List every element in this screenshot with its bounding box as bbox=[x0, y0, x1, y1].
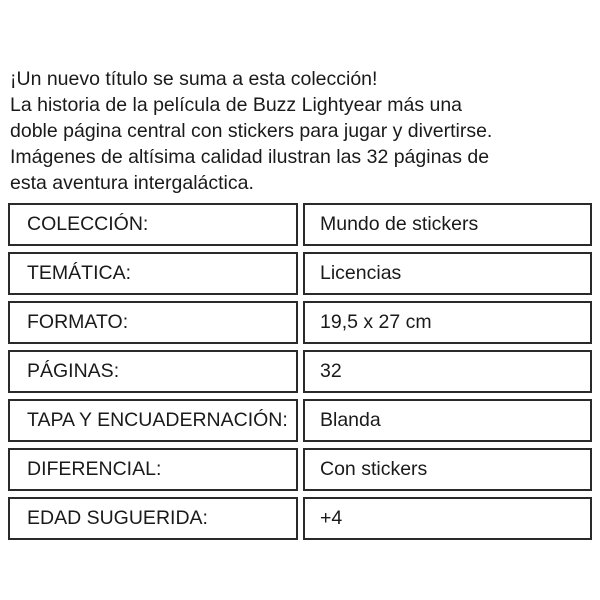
spec-value: Mundo de stickers bbox=[303, 203, 592, 246]
description-line: doble página central con stickers para jugar y divertirse. bbox=[10, 120, 493, 142]
description-line: esta aventura intergaláctica. bbox=[10, 172, 254, 194]
spec-table bbox=[8, 203, 592, 546]
spec-value: Licencias bbox=[303, 252, 592, 295]
product-description bbox=[10, 66, 595, 196]
spec-label: FORMATO: bbox=[8, 301, 298, 344]
description-line: La historia de la película de Buzz Lightyear más una bbox=[10, 94, 463, 116]
spec-row-coleccion bbox=[8, 203, 592, 246]
spec-row-diferencial bbox=[8, 448, 592, 491]
spec-value: Blanda bbox=[303, 399, 592, 442]
spec-value: 19,5 x 27 cm bbox=[303, 301, 592, 344]
spec-label: TEMÁTICA: bbox=[8, 252, 298, 295]
description-line: ¡Un nuevo título se suma a esta colección! bbox=[10, 68, 378, 90]
spec-row-formato bbox=[8, 301, 592, 344]
spec-row-tapa bbox=[8, 399, 592, 442]
spec-label: COLECCIÓN: bbox=[8, 203, 298, 246]
spec-row-edad bbox=[8, 497, 592, 540]
spec-value: Con stickers bbox=[303, 448, 592, 491]
spec-label: DIFERENCIAL: bbox=[8, 448, 298, 491]
spec-row-paginas bbox=[8, 350, 592, 393]
description-line: Imágenes de altísima calidad ilustran las 32 páginas de bbox=[10, 146, 490, 168]
spec-row-tematica bbox=[8, 252, 592, 295]
spec-value: 32 bbox=[303, 350, 592, 393]
spec-label: EDAD SUGUERIDA: bbox=[8, 497, 298, 540]
spec-label: TAPA Y ENCUADERNACIÓN: bbox=[8, 399, 298, 442]
spec-value: +4 bbox=[303, 497, 592, 540]
spec-label: PÁGINAS: bbox=[8, 350, 298, 393]
